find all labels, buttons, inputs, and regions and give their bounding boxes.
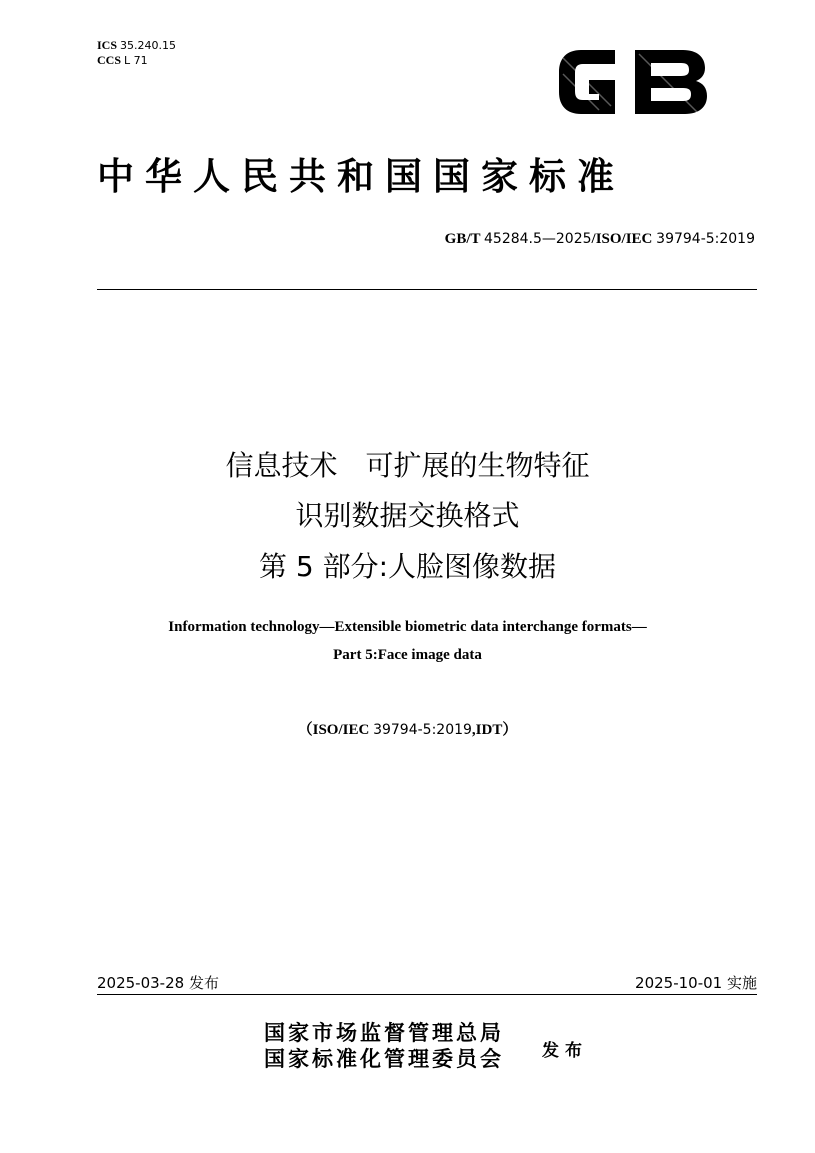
issuing-authorities [264,1020,504,1072]
chinese-title-line-3: 第 5 部分:人脸图像数据 [258,550,557,583]
bottom-divider [97,994,757,995]
national-standard-title: 中华人民共和国国家标准 [97,154,625,198]
english-title-line-1: Information technology—Extensible biometric data interchange formats— [168,619,647,635]
issue-date: 2025-03-28 发布 [97,974,219,992]
classification-codes [97,38,176,68]
chinese-title-line-2: 识别数据交换格式 [295,499,520,532]
implementation-date: 2025-10-01 实施 [635,974,757,992]
standard-number: GB/T 45284.5—2025/ISO/IEC 39794-5:2019 [444,231,755,247]
publish-label: 发布 [542,1041,588,1061]
issuer-samr: 国家市场监督管理总局 [264,1020,504,1045]
gb-logo-icon [553,44,713,120]
top-divider [97,289,757,290]
chinese-title-line-1: 信息技术 可扩展的生物特征 [225,449,590,482]
ccs-code: CCS L 71 [97,53,148,67]
issuer-sac: 国家标准化管理委员会 [264,1046,504,1071]
adoption-statement: （ISO/IEC 39794-5:2019,IDT） [297,722,518,738]
english-title-line-2: Part 5:Face image data [333,647,482,663]
ics-code: ICS 35.240.15 [97,38,176,52]
